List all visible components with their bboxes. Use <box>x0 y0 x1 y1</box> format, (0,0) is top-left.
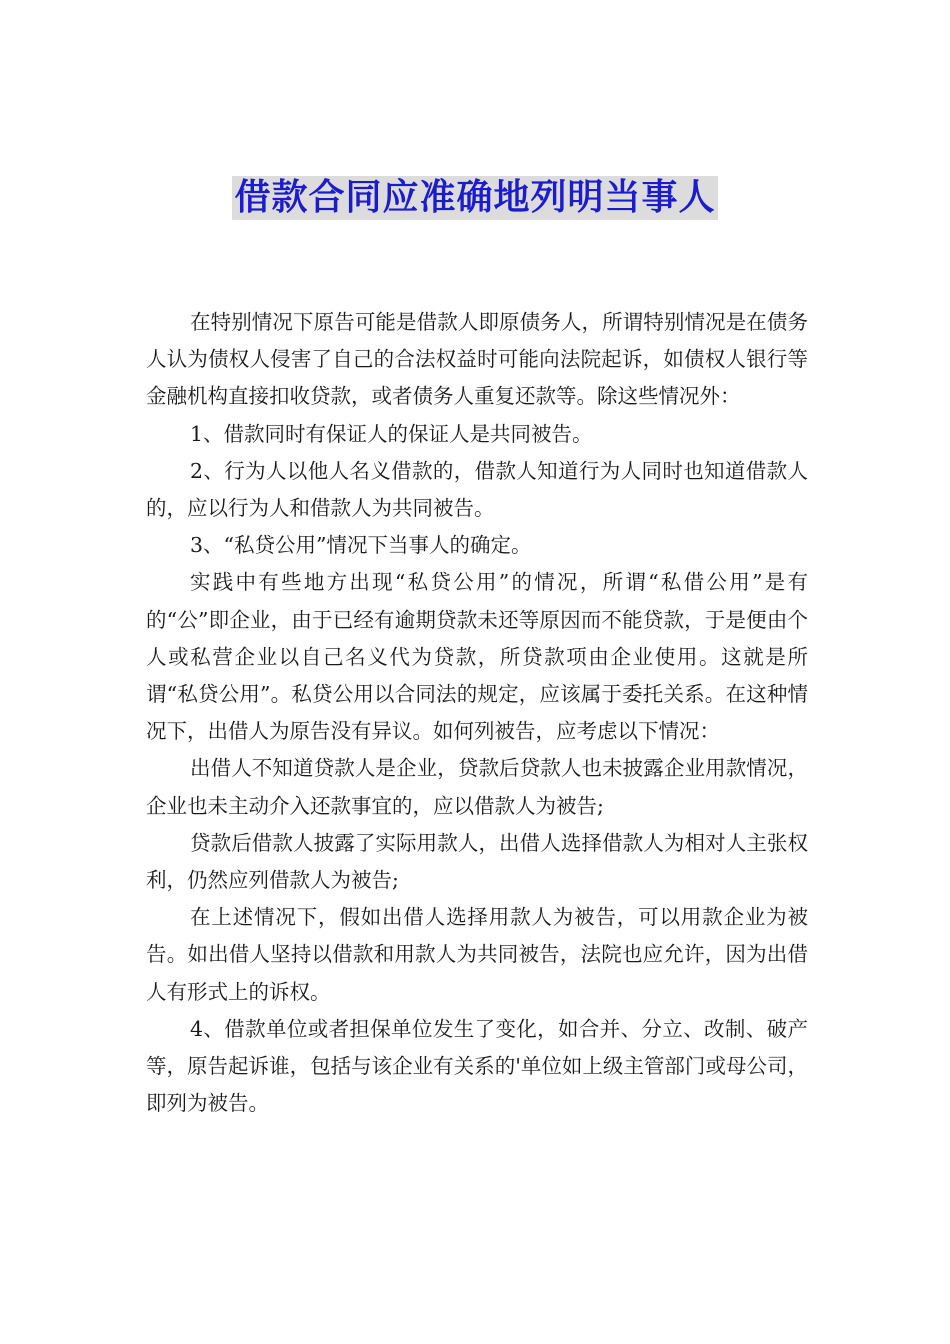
page-title: 借款合同应准确地列明当事人 <box>234 177 716 218</box>
paragraph-item-4: 4、借款单位或者担保单位发生了变化，如合并、分立、改制、破产等，原告起诉谁，包括与该企业有关系的'单位如上级主管部门或母公司，即列为被告。 <box>146 1016 808 1116</box>
paragraph-case-c: 在上述情况下，假如出借人选择用款人为被告，可以用款企业为被告。如出借人坚持以借款和用款人为共同被告，法院也应允许，因为出借人有形式上的诉权。 <box>146 905 808 1004</box>
paragraph-item-1: 1、借款同时有保证人的保证人是共同被告。 <box>190 421 593 446</box>
paragraph-intro: 在特别情况下原告可能是借款人即原债务人，所谓特别情况是在债务人认为债权人侵害了自己的合法权益时可能向法院起诉，如债权人银行等金融机构直接扣收贷款，或者债务人重复还款等。除这些情况外： <box>146 310 808 409</box>
paragraph-item-2: 2、行为人以他人名义借款的，借款人知道行为人同时也知道借款人的，应以行为人和借款人为共同被告。 <box>146 458 808 521</box>
paragraph-item-3: 3、“私贷公用”情况下当事人的确定。 <box>190 533 532 558</box>
paragraph-practice: 实践中有些地方出现“私贷公用”的情况，所谓“私借公用”是有的“公”即企业，由于已经有逾期贷款未还等原因而不能贷款，于是便由个人或私营企业以自己名义代为贷款，所贷款项由企业使用。这就是所谓“私贷公用”。私贷公用以合同法的规定，应该属于委托关系。在这种情况下，出借人为原告没有异议。如何列被告，应考虑以下情况： <box>146 570 808 744</box>
paragraph-case-b: 贷款后借款人披露了实际用款人，出借人选择借款人为相对人主张权利，仍然应列借款人为被告; <box>146 830 808 893</box>
title-container <box>0 176 950 220</box>
paragraph-case-a: 出借人不知道贷款人是企业，贷款后贷款人也未披露企业用款情况，企业也未主动介入还款事宜的，应以借款人为被告; <box>146 756 808 818</box>
document-body <box>146 304 808 1122</box>
